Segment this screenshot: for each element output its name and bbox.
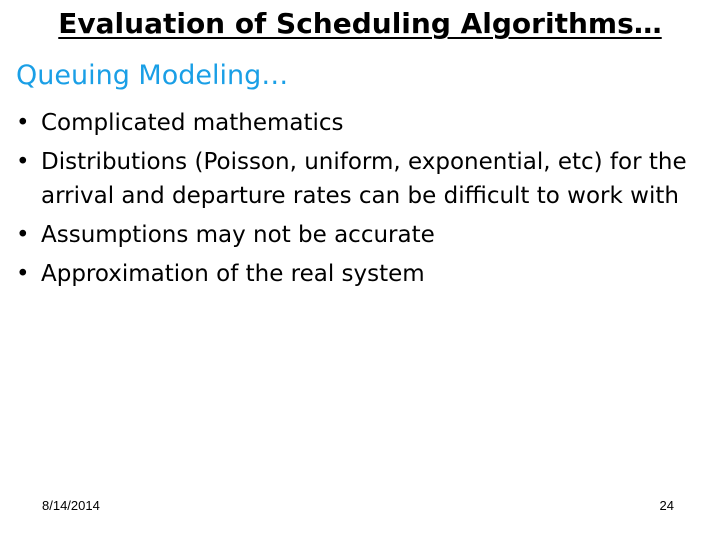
bullet-dot-icon: • [16, 222, 30, 248]
page-number: 24 [659, 498, 674, 513]
bullet-item [14, 257, 704, 291]
bullet-text: Assumptions may not be accurate [41, 222, 435, 248]
bullet-text: Complicated mathematics [41, 110, 344, 136]
bullet-text: Distributions (Poisson, uniform, exponential, etc) for the arrival and departure rates can be difficult to work with [41, 149, 687, 209]
slide-title: Evaluation of Scheduling Algorithms… [58, 7, 662, 40]
section-heading: Queuing Modeling… [16, 60, 289, 91]
bullet-dot-icon: • [16, 261, 30, 287]
bullet-dot-icon: • [16, 110, 30, 136]
bullet-item [14, 218, 704, 252]
footer-date: 8/14/2014 [42, 498, 100, 513]
bullet-text: Approximation of the real system [41, 261, 425, 287]
bullet-item [14, 106, 704, 140]
bullet-item [14, 145, 704, 213]
bullet-list [14, 106, 704, 296]
bullet-dot-icon: • [16, 149, 30, 175]
